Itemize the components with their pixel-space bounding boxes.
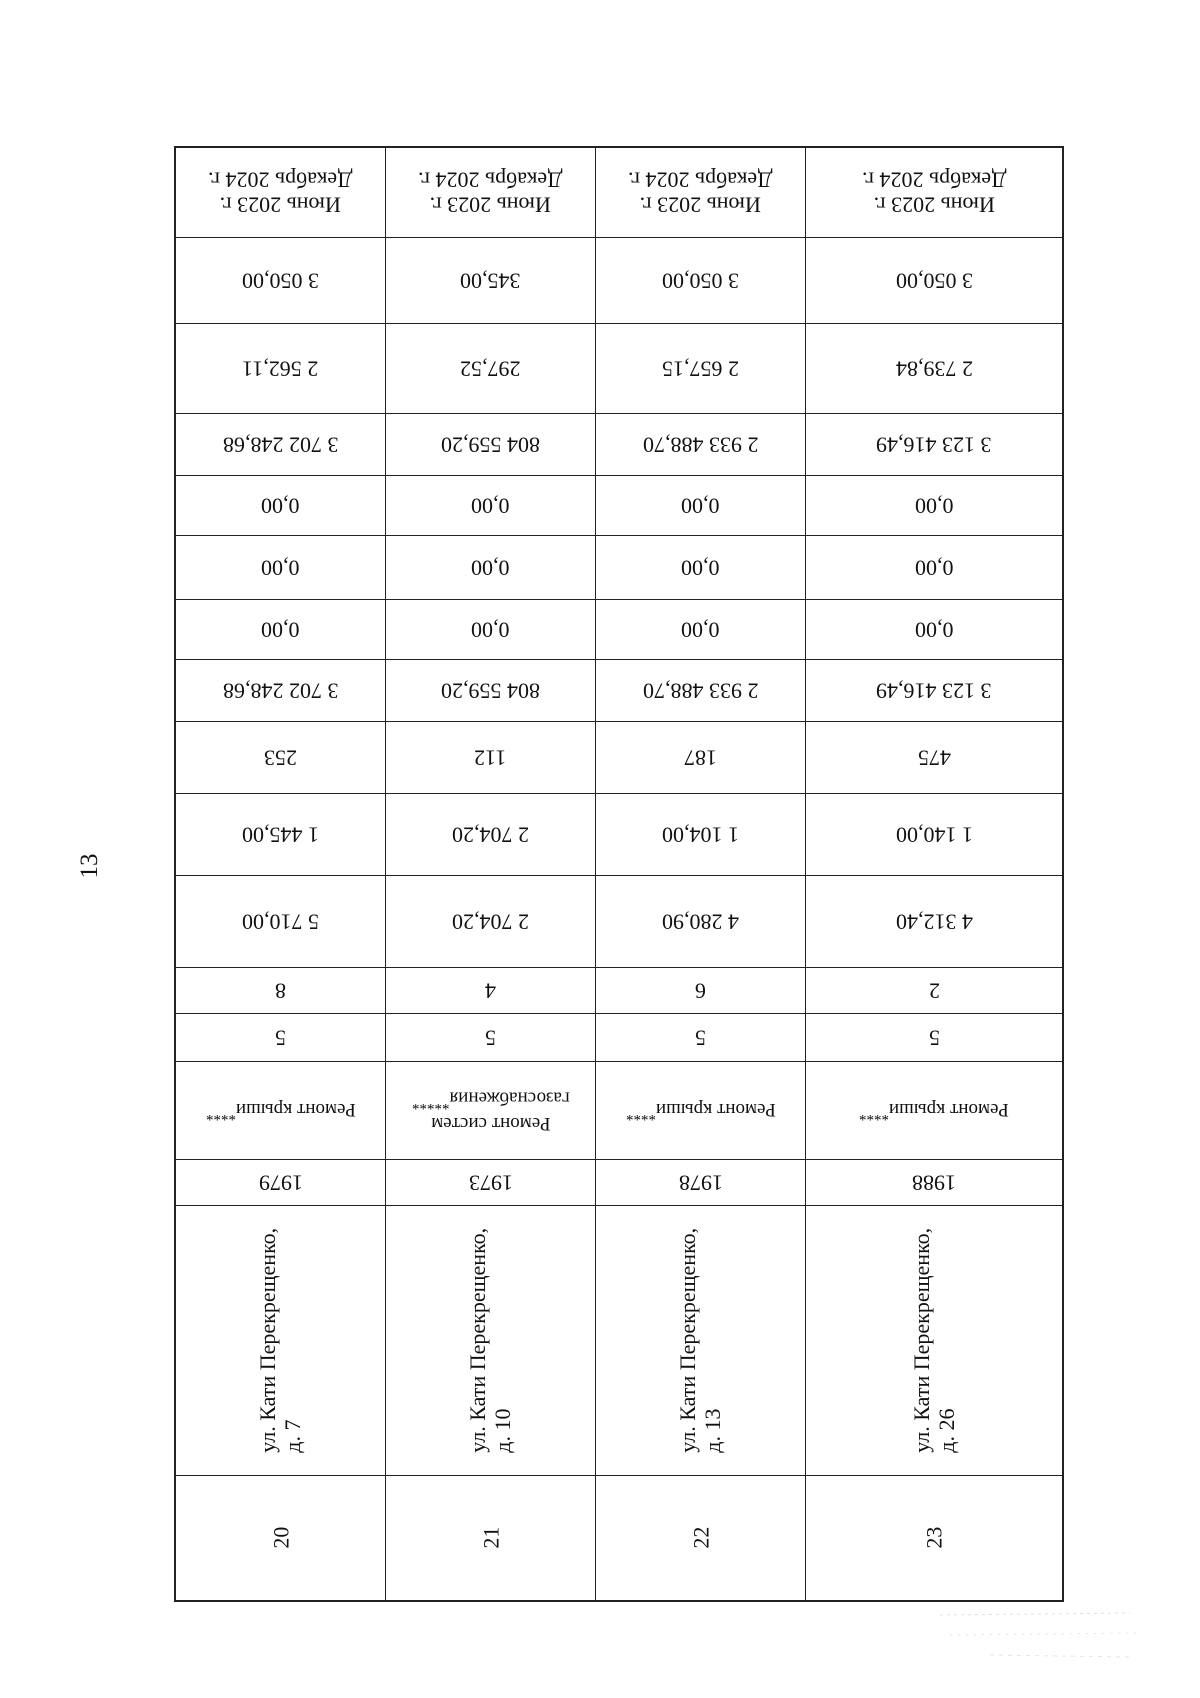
- cell-value-col8: 2 704,20: [452, 822, 529, 848]
- cell-col9: [806, 722, 1062, 794]
- footnote-mark: *****: [411, 1096, 450, 1113]
- cell-value-col11: 0,00: [681, 617, 720, 643]
- cell-col11: [386, 600, 595, 660]
- cell-col10: [176, 660, 385, 722]
- cell-value-col15: 2 739,84: [895, 356, 973, 382]
- cell-col8: [596, 794, 805, 876]
- footnote-mark: ****: [625, 1107, 656, 1124]
- cell-address: [806, 1206, 1062, 1476]
- table-row: [386, 148, 596, 1600]
- cell-col12: [596, 536, 805, 600]
- cell-col7: [596, 876, 805, 968]
- period-text: [628, 167, 772, 218]
- cell-col11: [176, 600, 385, 660]
- cell-value-col6: 4: [485, 978, 496, 1004]
- cell-address: [386, 1206, 595, 1476]
- work-type-line1: [626, 1098, 776, 1123]
- period-start: Июнь 2023 г.: [873, 192, 995, 218]
- cell-value-col9: 112: [474, 745, 507, 771]
- cell-value-col5: 5: [275, 1025, 286, 1051]
- cell-value-col16: 3 050,00: [242, 268, 319, 294]
- work-type-label: Ремонт крыши: [235, 1098, 356, 1120]
- cell-col15: [386, 324, 595, 414]
- cell-col13: [176, 476, 385, 536]
- address-text: [465, 1228, 516, 1453]
- cell-value-col8: 1 445,00: [242, 822, 319, 848]
- footnote-mark: ****: [859, 1107, 890, 1124]
- cell-col14: [596, 414, 805, 476]
- cell-col12: [386, 536, 595, 600]
- cell-col6: [596, 968, 805, 1014]
- cell-value-col10: 3 702 248,68: [222, 678, 339, 704]
- footnote-mark: ****: [205, 1107, 236, 1124]
- cell-value-col8: 1 104,00: [662, 822, 739, 848]
- cell-year: [386, 1160, 595, 1206]
- cell-col9: [386, 722, 595, 794]
- cell-value-year: 1973: [468, 1170, 513, 1196]
- address-house: д. 13: [700, 1408, 726, 1453]
- cell-col8: [806, 794, 1062, 876]
- cell-col7: [386, 876, 595, 968]
- cell-value-col13: 0,00: [914, 493, 954, 519]
- cell-value-year: 1978: [678, 1170, 723, 1196]
- cell-value-col11: 0,00: [261, 617, 300, 643]
- cell-value-col6: 2: [928, 978, 940, 1004]
- cell-work: [386, 1062, 595, 1160]
- cell-col8: [386, 794, 595, 876]
- cell-address: [176, 1206, 385, 1476]
- cell-value-col13: 0,00: [471, 493, 510, 519]
- cell-col13: [806, 476, 1062, 536]
- cell-value-col7: 2 704,20: [452, 909, 529, 935]
- cell-value-col7: 4 312,40: [895, 909, 973, 935]
- cell-col6: [806, 968, 1062, 1014]
- address-text: [909, 1228, 960, 1453]
- table-row: [806, 148, 1062, 1600]
- work-type-label: Ремонт систем: [430, 1113, 551, 1134]
- row-number: 21: [477, 1526, 503, 1549]
- period-end: Декабрь 2024 г.: [628, 167, 773, 193]
- cell-index: [176, 1476, 385, 1600]
- cell-col7: [176, 876, 385, 968]
- work-type-line1: [859, 1098, 1009, 1123]
- cell-value-col7: 5 710,00: [242, 909, 319, 935]
- cell-value-col12: 0,00: [261, 555, 300, 581]
- cell-value-col10: 3 123 416,49: [876, 678, 992, 704]
- cell-col6: [176, 968, 385, 1014]
- period-start: Июнь 2023 г.: [429, 192, 552, 218]
- work-type-label: Ремонт крыши: [655, 1098, 776, 1120]
- work-type-text: [626, 1098, 776, 1123]
- cell-value-col14: 3 123 416,49: [876, 432, 992, 458]
- cell-value-col13: 0,00: [681, 493, 720, 519]
- row-number: 20: [267, 1526, 293, 1549]
- cell-work: [806, 1062, 1062, 1160]
- cell-col5: [596, 1014, 805, 1062]
- cell-value-col14: 3 702 248,68: [222, 432, 339, 458]
- cell-year: [176, 1160, 385, 1206]
- cell-value-col5: 5: [485, 1025, 496, 1051]
- work-type-line1: [206, 1098, 356, 1123]
- address-house: д. 7: [280, 1419, 306, 1453]
- cell-value-col15: 297,52: [460, 356, 521, 382]
- period-end: Декабрь 2024 г.: [208, 167, 353, 193]
- cell-col15: [806, 324, 1062, 414]
- cell-value-col6: 8: [275, 978, 286, 1004]
- cell-period: [176, 148, 385, 238]
- work-type-label: Ремонт крыши: [889, 1098, 1009, 1120]
- cell-value-col14: 804 559,20: [441, 432, 540, 458]
- cell-period: [806, 148, 1062, 238]
- cell-period: [386, 148, 595, 238]
- cell-value-col15: 2 562,11: [242, 356, 319, 382]
- cell-col11: [806, 600, 1062, 660]
- period-text: [862, 167, 1006, 218]
- address-street: ул. Кати Перекрещенко,: [675, 1228, 701, 1453]
- cell-col12: [176, 536, 385, 600]
- work-type-line1: [412, 1112, 570, 1134]
- cell-value-col5: 5: [928, 1025, 940, 1051]
- cell-value-col13: 0,00: [261, 493, 300, 519]
- cell-index: [386, 1476, 595, 1600]
- cell-value-col11: 0,00: [914, 617, 954, 643]
- cell-value-col16: 345,00: [460, 268, 521, 294]
- address-street: ул. Кати Перекрещенко,: [465, 1228, 491, 1453]
- cell-col5: [176, 1014, 385, 1062]
- work-type-text: [412, 1087, 570, 1134]
- cell-value-col6: 6: [695, 978, 706, 1004]
- cell-col10: [806, 660, 1062, 722]
- row-number: 23: [921, 1526, 947, 1549]
- cell-col16: [176, 238, 385, 324]
- work-type-text: [206, 1098, 356, 1123]
- period-start: Июнь 2023 г.: [219, 192, 342, 218]
- cell-col8: [176, 794, 385, 876]
- cell-value-col12: 0,00: [681, 555, 720, 581]
- cell-col6: [386, 968, 595, 1014]
- work-type-text: [859, 1098, 1009, 1123]
- cell-col12: [806, 536, 1062, 600]
- address-house: д. 10: [490, 1408, 516, 1453]
- cell-work: [176, 1062, 385, 1160]
- address-street: ул. Кати Перекрещенко,: [908, 1228, 934, 1453]
- address-house: д. 26: [934, 1408, 959, 1453]
- cell-value-col7: 4 280,90: [662, 909, 739, 935]
- cell-value-col14: 2 933 488,70: [642, 432, 759, 458]
- cell-col14: [176, 414, 385, 476]
- cell-col9: [176, 722, 385, 794]
- row-number: 22: [687, 1526, 713, 1549]
- cell-value-col11: 0,00: [471, 617, 510, 643]
- cell-col9: [596, 722, 805, 794]
- period-end: Декабрь 2024 г.: [861, 167, 1007, 193]
- cell-col15: [596, 324, 805, 414]
- cell-value-col9: 253: [264, 745, 297, 771]
- work-type-label-cont: газоснабжения: [449, 1087, 570, 1109]
- table-row: [596, 148, 806, 1600]
- cell-value-year: 1988: [912, 1170, 956, 1196]
- cell-col14: [386, 414, 595, 476]
- cell-value-col8: 1 140,00: [895, 822, 973, 848]
- cell-col5: [806, 1014, 1062, 1062]
- period-end: Декабрь 2024 г.: [418, 167, 563, 193]
- cell-col13: [596, 476, 805, 536]
- cell-value-col16: 3 050,00: [662, 268, 739, 294]
- cell-value-col12: 0,00: [471, 555, 510, 581]
- period-text: [208, 167, 352, 218]
- cell-value-col5: 5: [695, 1025, 706, 1051]
- period-start: Июнь 2023 г.: [639, 192, 762, 218]
- cell-col16: [596, 238, 805, 324]
- address-text: [255, 1228, 306, 1453]
- cell-index: [596, 1476, 805, 1600]
- page-number: 13: [76, 853, 103, 879]
- cell-year: [596, 1160, 805, 1206]
- cell-value-col16: 3 050,00: [895, 268, 973, 294]
- cell-col10: [386, 660, 595, 722]
- cell-value-col10: 804 559,20: [441, 678, 540, 704]
- cell-value-col12: 0,00: [914, 555, 954, 581]
- faint-stamp-marks: [930, 1605, 1150, 1675]
- cell-col16: [386, 238, 595, 324]
- cell-col14: [806, 414, 1062, 476]
- table-row: [176, 148, 386, 1600]
- period-text: [418, 167, 562, 218]
- cell-col13: [386, 476, 595, 536]
- cell-address: [596, 1206, 805, 1476]
- cell-work: [596, 1062, 805, 1160]
- cell-value-col9: 187: [684, 745, 717, 771]
- cell-col15: [176, 324, 385, 414]
- cell-year: [806, 1160, 1062, 1206]
- cell-col5: [386, 1014, 595, 1062]
- address-street: ул. Кати Перекрещенко,: [255, 1228, 281, 1453]
- cell-index: [806, 1476, 1062, 1600]
- address-text: [675, 1228, 726, 1453]
- cell-col7: [806, 876, 1062, 968]
- cell-value-col15: 2 657,15: [662, 356, 739, 382]
- cell-value-year: 1979: [258, 1170, 303, 1196]
- cell-value-col9: 475: [917, 745, 951, 771]
- cell-col16: [806, 238, 1062, 324]
- cell-col10: [596, 660, 805, 722]
- cell-value-col10: 2 933 488,70: [642, 678, 759, 704]
- work-type-line2: [412, 1087, 570, 1112]
- cell-period: [596, 148, 805, 238]
- repair-schedule-table: [174, 146, 1064, 1602]
- cell-col11: [596, 600, 805, 660]
